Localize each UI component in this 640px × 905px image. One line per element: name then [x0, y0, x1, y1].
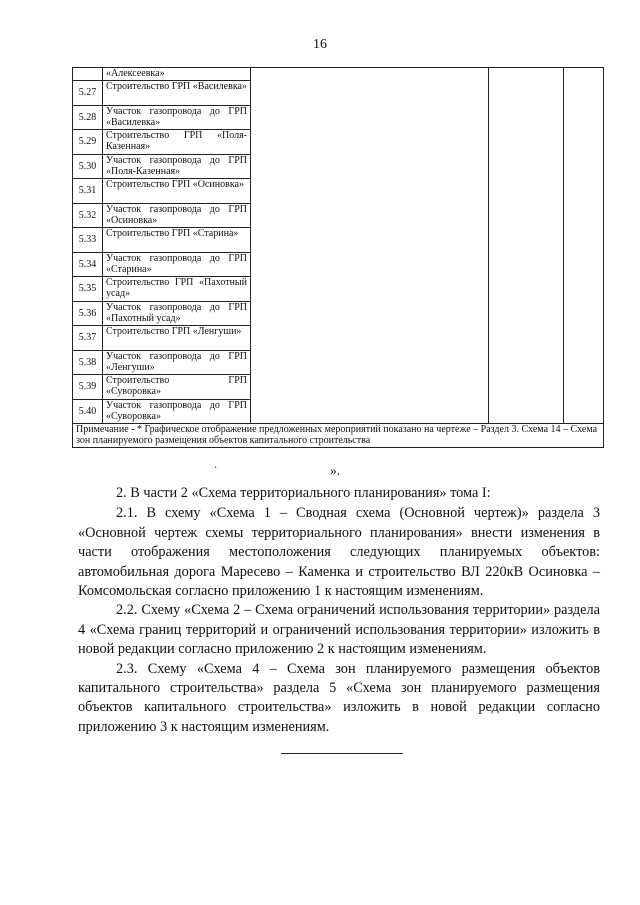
row-name-cell: Строительство ГРП «Ленгуши»: [103, 326, 251, 351]
table-note-row: [73, 424, 604, 448]
row-number-cell: 5.40: [73, 399, 103, 424]
row-number-cell: 5.27: [73, 81, 103, 106]
row-number-cell: 5.29: [73, 130, 103, 155]
row-number-cell: 5.32: [73, 203, 103, 228]
row-number-cell: 5.35: [73, 277, 103, 302]
body-text: [78, 484, 600, 737]
row-number-cell: 5.33: [73, 228, 103, 253]
remark-column-cell: [564, 68, 604, 424]
section-heading: 2. В части 2 «Схема территориального планирования» тома I:: [116, 485, 491, 501]
row-name-cell: Участок газопровода до ГРП «Ленгуши»: [103, 350, 251, 375]
row-number-cell: 5.39: [73, 375, 103, 400]
row-name-cell: Строительство ГРП «Василевка»: [103, 81, 251, 106]
row-name-cell: Строительство ГРП «Осиновка»: [103, 179, 251, 204]
row-number-cell: 5.31: [73, 179, 103, 204]
paragraph-2-1: 2.1. В схему «Схема 1 – Сводная схема (Основной чертеж)» раздела 3 «Основной чертеж схемы территориального планирования» внести изменения в части отображения местоположения следующих планируемых объектов: автомобильная дорога Маресево – Каменка и строительство ВЛ 220кВ Осиновка – Комсомольская согласно приложению 1 к настоящим изменениям.: [78, 505, 600, 600]
row-number-cell: [73, 68, 103, 81]
row-name-cell: Участок газопровода до ГРП «Старина»: [103, 252, 251, 277]
row-number-cell: 5.38: [73, 350, 103, 375]
scheme-column-cell: [251, 68, 489, 424]
row-name-cell: Строительство ГРП «Старина»: [103, 228, 251, 253]
table-note: Примечание - * Графическое отображение предложенных мероприятий показано на чертеже – Раздел 3. Схема 14 – Схема зон планируемого размещения объектов капитального строительства: [73, 424, 604, 448]
row-name-cell: Участок газопровода до ГРП «Пахотный усад»: [103, 301, 251, 326]
paragraph-2-3: 2.3. Схему «Схема 4 – Схема зон планируемого размещения объектов капитального строительства» раздела 5 «Схема зон планируемого размещения объектов капитального строительства» изложить в новой редакции согласно приложению 3 к настоящим изменениям.: [78, 660, 600, 735]
tick-mark: ·: [214, 463, 218, 474]
row-name-cell: Строительство ГРП «Суворовка»: [103, 375, 251, 400]
closing-quote: ».: [330, 463, 341, 478]
row-number-cell: 5.37: [73, 326, 103, 351]
row-number-cell: 5.36: [73, 301, 103, 326]
row-number-cell: 5.30: [73, 154, 103, 179]
row-name-cell: Участок газопровода до ГРП «Поля-Казенная»: [103, 154, 251, 179]
row-name-cell: Строительство ГРП «Поля-Казенная»: [103, 130, 251, 155]
row-name-cell: «Алексеевка»: [103, 68, 251, 81]
row-name-cell: Участок газопровода до ГРП «Суворовка»: [103, 399, 251, 424]
row-number-cell: 5.28: [73, 105, 103, 130]
row-number-cell: 5.34: [73, 252, 103, 277]
paragraph-2-2: 2.2. Схему «Схема 2 – Схема ограничений использования территории» раздела 4 «Схема границ территорий и ограничений использования территории» изложить в новой редакции согласно приложению 2 к настоящим изменениям.: [78, 602, 600, 658]
row-name-cell: Участок газопровода до ГРП «Василевка»: [103, 105, 251, 130]
page-number: 16: [313, 37, 327, 52]
zone-column-cell: [489, 68, 564, 424]
row-name-cell: Строительство ГРП «Пахотный усад»: [103, 277, 251, 302]
table-row: [73, 68, 604, 81]
objects-table: [72, 67, 604, 448]
signature-line: [281, 753, 403, 754]
row-name-cell: Участок газопровода до ГРП «Осиновка»: [103, 203, 251, 228]
